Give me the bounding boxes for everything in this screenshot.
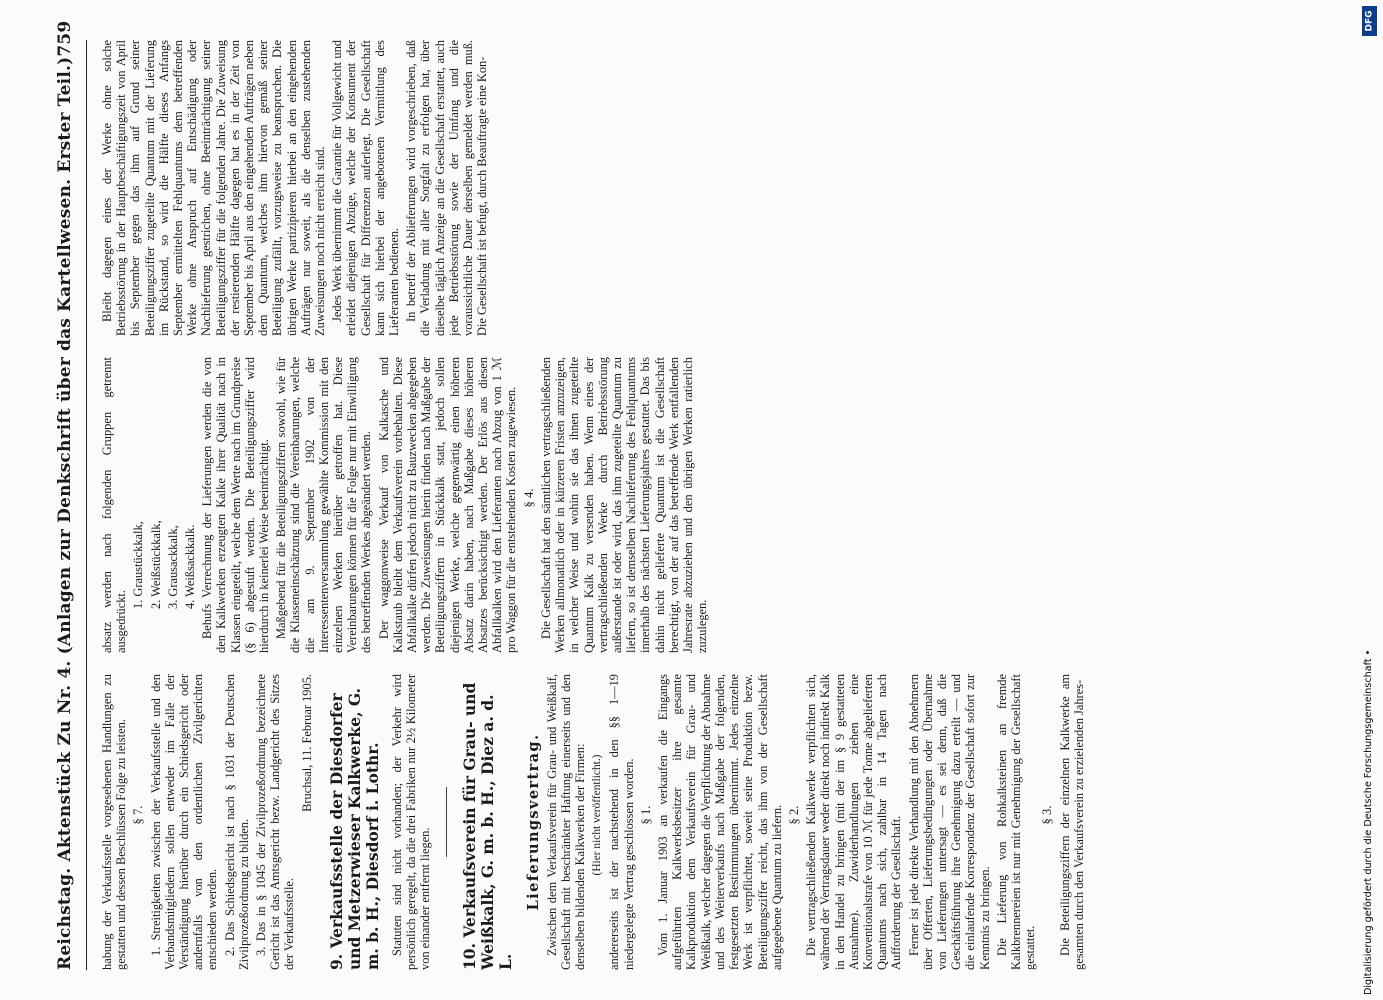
list-item: 4. Weißsackkalk. <box>183 524 198 609</box>
editorial-note: (Hier nicht veröffentlicht.) <box>591 754 604 876</box>
paragraph: Bleibt dagegen eines der Werke ohne solche Betriebsstörung in der Hauptbeschäftigungszeit von April bis September gegen das ihm auf Grund seiner Beteiligungsziffer zugeteilte Quantum mit der Lieferung im Rückstand, so wird die Hälfte dieses Anfangs September ermittelten Fehlquantums dem betreffenden Werke ohne Anspruch auf Entschädigung oder Nachlieferung gestrichen, ohne Beeinträchtigung seiner Beteiligungsziffer für die folgenden Jahre. Die Zuweisung der restierenden Hälfte dagegen hat es in der Zeit von September bis April aus den eingehenden Aufträgen neben dem Quantum, welches ihm hiervon gemäß seiner Beteiligung zufällt, vorzugsweise zu beanspruchen. Die übrigen Werke partizipieren hierbei an den eingehenden Aufträgen nur soweit, als die denselben zustehenden Zuweisungen noch nicht erreicht sind. <box>100 40 328 336</box>
paragraph: habung der Verkaufsstelle vorgesehenen Handlungen zu gestatten und dessen Beschlüssen Folge zu leisten. <box>100 674 129 970</box>
paragraph: In betreff der Ablieferungen wird vorgeschrieben, daß die Verladung mit aller Sorgfalt zu erfolgen hat, über dieselbe täglich Anzeige an die Gesellschaft erstattet, auch jede Betriebsstörung sowie der Umfang und die voraussichtliche Dauer derselben gemeldet werden muß. Die Gesellschaft ist befugt, durch Beauftragte eine Kon- <box>404 40 490 336</box>
paragraph: andererseits ist der nachstehend in den §§ 1—19 niedergelegte Vertrag geschlossen worden. <box>607 674 636 970</box>
signature-date: Bruchsal, 11. Februar 1905. <box>299 674 314 812</box>
list-item: 1. Graustückkalk, <box>131 521 146 609</box>
running-header <box>48 20 82 970</box>
section-number: § 4. <box>521 488 536 508</box>
paragraph: absatz werden nach folgenden Gruppen getrennt ausgedrückt. <box>100 357 129 653</box>
paragraph: Die Gesellschaft hat den sämtlichen vertragschließenden Werken allmonatlich oder in kürzeren Fristen anzuzeigen, in welcher Weise und wohin sie das ihnen zugeteilte Quantum Kalk zu versenden haben. Wenn eines der vertragschließenden Werke durch Betriebsstörung außerstande ist oder wird, das ihm zugeteilte Quantum zu liefern, so ist demselben Nachlieferung des Fehlquantums innerhalb des nächsten Lieferungsjahres gestattet. Das bis dahin nicht gelieferte Quantum ist die Gesellschaft berechtigt, von der auf das betreffende Werk entfallenden Jahresrate abzuziehen und den übrigen Werken ratierlich zuzulegen. <box>538 357 710 653</box>
paragraph: 3. Das in § 1045 der Zivilprozeßordnung bezeichnete Gericht ist das Amtsgericht bezw. Landgericht des Sitzes der Verkaufsstelle. <box>254 674 297 970</box>
divider <box>446 787 447 857</box>
digitization-credit: Digitalisierung gefördert durch die Deutsche Forschungsgemeinschaft • <box>1363 649 1374 995</box>
section-number: § 1. <box>638 805 653 825</box>
list-item: 3. Grausackkalk, <box>165 525 180 609</box>
paragraph: Die vertragschließenden Kalkwerke verpflichten sich, während der Vertragsdauer weder direkt noch indirekt Kalk in den Handel zu bringen (mit der im § 9 gestatteten Ausnahme). Zuwiderhandlungen ziehen eine Konventionalstrafe von 10 ℳ für jede Tonne abgelieferten Quantums nach sich, zahlbar in 14 Tagen nach Aufforderung der Gesellschaft. <box>804 674 904 970</box>
paragraph: Die Beteiligungsziffern der einzelnen Kalkwerke am gesamten durch den Verkaufsverein zu erzielenden Jahres- <box>1057 674 1086 970</box>
column-1 <box>100 674 1320 970</box>
paragraph: Der waggonweise Verkauf von Kalkasche und Kalkstaub bleibt dem Verkaufsverein vorbehalten. Diese Abfallkalke dürfen jedoch nicht zu Bauzwecken abgegeben werden. Die Zuweisungen hierin finden nach Maßgabe der Beteiligungsziffern in Stückkalk statt, jedoch sollen diejenigen Werke, welche gegenwärtig einen höheren Absatz darin haben, nach Maßgabe dieses höheren Absatzes berücksichtigt werden. Der Erlös aus diesen Abfallkalken wird den Lieferanten nach Abzug von 1 ℳ pro Waggon für die entstehenden Kosten zugewiesen. <box>376 357 519 653</box>
paragraph: Zwischen dem Verkaufsverein für Grau- und Weißkalf, Gesellschaft mit beschränkter Haftung einerseits und den denselben bildenden Kalkwerken der Firmen: <box>544 674 588 970</box>
section-number: § 7. <box>131 805 146 825</box>
document-title: Lieferungsvertrag. <box>525 733 543 911</box>
list-item: 2. Weißstückkalk, <box>148 520 163 609</box>
column-3 <box>100 40 1320 336</box>
paragraph: 2. Das Schiedsgericht ist nach § 1031 der Deutschen Zivilprozeßordnung zu bilden. <box>222 674 251 970</box>
column-2 <box>100 357 1320 653</box>
header-title: Reichstag. Aktenstück Zu Nr. 4. (Anlagen zur Denkschrift über das Kartellwesen. Erster Teil.) <box>54 56 75 970</box>
section-number: § 3. <box>1040 805 1055 825</box>
section-number: § 2. <box>786 805 801 825</box>
rotated-page-content <box>40 20 1330 970</box>
page-number: 759 <box>54 20 75 57</box>
paragraph: 1. Streitigkeiten zwischen der Verkaufsstelle und den Verbandsmitgliedern sollen entweder im Falle der Verständigung hierüber durch ein Schiedsgericht oder andernfalls von den ordentlichen Zivilgerichten entschieden werden. <box>148 674 220 970</box>
paragraph: Vom 1. Januar 1903 an verkaufen die Eingangs aufgeführten Kalkwerksbesitzer ihre gesamte Kalkproduktion dem Verkaufsverein für Grau- und Weißkalk, welcher dagegen die Verpflichtung der Abnahme und des Weiterverkaufs nach Maßgabe der folgenden, festgesetzten Bestimmungen übernimmt. Jedes einzelne Werk ist verpflichtet, soweit seine Produktion bezw. Beteiligungsziffer reicht, das ihm von der Gesellschaft aufgegebene Quantum zu liefern. <box>656 674 784 970</box>
paragraph: Behufs Verrechnung der Lieferungen werden die von den Kalkwerken erzeugten Kalke ihrer Qualität nach in Klassen eingeteilt, welche dem Werte nach im Grundpreise (§ 6) abgestuft werden. Die Beteiligungsziffer wird hierdurch in keinerlei Weise beeinträchtigt. <box>200 357 272 653</box>
paragraph: Statuten sind nicht vorhanden; der Verkehr wird persönlich geregelt, da die drei Fabriken nur 2½ Kilometer von einander entfernt liegen. <box>389 674 433 970</box>
paragraph: Ferner ist jede direkte Verhandlung mit den Abnehmern über Offerten, Lieferungsbedingungen oder Übernahme von Lieferungen untersagt — es sei denn, daß die Geschäftsführung ihre Genehmigung dazu erteilt — und die einlaufende Korrespondenz der Gesellschaft sofort zur Kenntnis zu bringen. <box>906 674 992 970</box>
section-heading-10: 10. Verkaufsverein für Grau- und Weißkalk, G. m. b. H., Diez a. d. L. <box>460 682 516 970</box>
paragraph: Jedes Werk übernimmt die Garantie für Vollgewicht und erleidet diejenigen Abzüge, welche der Konsument der Gesellschaft für Differenzen auferlegt. Die Gesellschaft kann sich hierbei der angebotenen Vermittlung des Lieferanten bedienen. <box>330 40 402 336</box>
paragraph: Die Lieferung von Rohkalksteinen an fremde Kalkbrennereien ist nur mit Genehmigung der Gesellschaft gestattet. <box>994 674 1038 970</box>
header-rule <box>86 40 87 970</box>
section-heading-9: 9. Verkaufsstelle der Diesdorfer und Metzerwieser Kalkwerke, G. m. b. H., Diesdorf i. Lothr. <box>326 687 382 970</box>
dfg-logo: DFG <box>1362 6 1377 36</box>
paragraph: Maßgebend für die Beteiligungsziffern sowohl, wie für die Klasseneinschätzung sind die Vereinbarungen, welche die am 9. September 1902 von der Interessentenversammlung gewählte Kommission mit den einzelnen Werken hierüber getroffen hat. Diese Vereinbarungen können für die Folge nur mit Einwilligung des betreffenden Werkes abgeändert werden. <box>274 357 374 653</box>
